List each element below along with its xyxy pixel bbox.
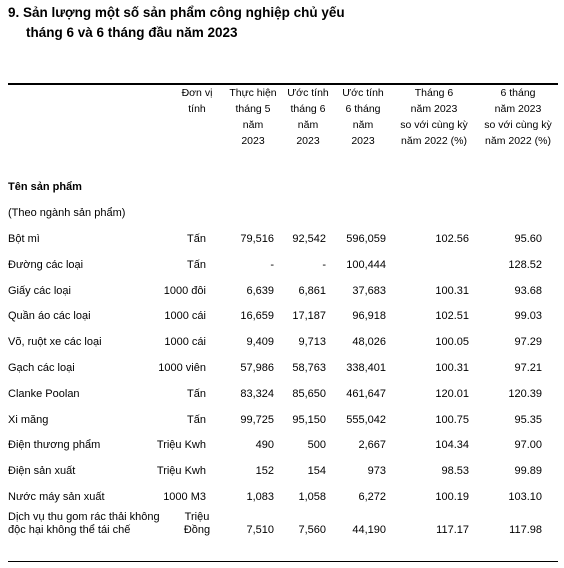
row-june-yoy: 104.34 <box>435 439 469 452</box>
row-june-yoy: 100.31 <box>435 362 469 374</box>
row-6month-estimate: 596,059 <box>346 233 386 245</box>
header-june-yoy: Tháng 6 năm 2023 so với cùng kỳ năm 2022 (%) <box>400 87 468 147</box>
row-unit: Tấn <box>187 233 206 245</box>
header-unit: Đơn vị tính <box>181 87 213 115</box>
row-june-estimate: 92,542 <box>292 233 326 245</box>
row-6month-estimate: 44,190 <box>352 524 386 536</box>
row-product-name: Bột mì <box>8 233 40 245</box>
table-bottom-rule <box>8 561 558 562</box>
row-june-yoy: 100.05 <box>435 336 469 349</box>
row-june-estimate: 7,560 <box>298 524 326 536</box>
row-may-actual: 9,409 <box>246 336 274 349</box>
row-6month-estimate: 37,683 <box>352 284 386 297</box>
row-product-name: Gạch các loại <box>8 362 75 374</box>
row-6month-yoy: 128.52 <box>508 258 542 271</box>
row-june-yoy: 100.75 <box>435 413 469 426</box>
page-subtitle: tháng 6 và 6 tháng đầu năm 2023 <box>26 25 238 40</box>
row-6month-estimate: 973 <box>367 465 386 478</box>
row-unit: 1000 đôi <box>163 284 206 297</box>
row-6month-estimate: 6,272 <box>358 491 386 503</box>
row-june-estimate: 6,861 <box>298 284 326 297</box>
row-unit: Triệu Kwh <box>156 439 206 452</box>
row-june-estimate: 85,650 <box>292 387 326 400</box>
row-unit: 1000 cái <box>164 336 206 349</box>
row-unit: Triệu Đồng <box>183 511 211 536</box>
row-unit: Tấn <box>187 387 206 400</box>
table-row <box>0 388 564 404</box>
row-unit: Tấn <box>187 258 206 271</box>
table-row <box>0 259 564 275</box>
row-june-yoy: 102.56 <box>435 233 469 245</box>
row-6month-estimate: 461,647 <box>346 387 386 400</box>
table-row <box>0 465 564 481</box>
table-row <box>0 285 564 301</box>
page-title: 9. Sản lượng một số sản phẩm công nghiệp chủ yếu <box>8 5 345 20</box>
table-row <box>0 414 564 430</box>
row-6month-estimate: 2,667 <box>358 439 386 452</box>
row-june-estimate: 17,187 <box>292 310 326 323</box>
row-6month-yoy: 93.68 <box>514 284 542 297</box>
row-unit: 1000 M3 <box>163 491 206 503</box>
row-product-name: Nước máy sản xuất <box>8 491 105 503</box>
row-6month-estimate: 96,918 <box>352 310 386 323</box>
row-may-actual: 152 <box>255 465 274 478</box>
row-6month-estimate: 555,042 <box>346 413 386 426</box>
table-row <box>0 439 564 455</box>
header-may-actual: Thực hiện tháng 5 năm 2023 <box>229 87 277 147</box>
row-6month-yoy: 120.39 <box>508 387 542 400</box>
row-product-name: Xi măng <box>8 413 49 426</box>
row-product-name: Dịch vụ thu gom rác thải không độc hại không thể tái chế <box>8 511 160 536</box>
row-product-name: Giấy các loại <box>8 284 71 297</box>
row-may-actual: 79,516 <box>240 233 274 245</box>
row-product-name: Điện sản xuất <box>8 465 76 478</box>
section-label: Tên sản phẩm <box>8 181 82 193</box>
row-unit: Triệu Kwh <box>156 465 206 478</box>
row-june-yoy: 117.17 <box>436 524 469 536</box>
row-unit: 1000 cái <box>164 310 206 323</box>
row-unit: Tấn <box>187 413 206 426</box>
row-may-actual: 99,725 <box>240 413 274 426</box>
row-june-estimate: 9,713 <box>298 336 326 349</box>
row-unit: 1000 viên <box>158 362 206 374</box>
row-6month-yoy: 99.89 <box>514 465 542 478</box>
header-6month-estimate: Ước tính 6 tháng năm 2023 <box>342 87 384 147</box>
header-june-estimate: Ước tính tháng 6 năm 2023 <box>287 87 329 147</box>
row-6month-yoy: 97.00 <box>514 439 542 452</box>
row-6month-yoy: 95.60 <box>514 233 542 245</box>
row-6month-estimate: 48,026 <box>352 336 386 349</box>
row-6month-estimate: 338,401 <box>346 362 386 374</box>
row-product-name: Quần áo các loại <box>8 310 91 323</box>
table-row <box>0 362 564 378</box>
row-june-estimate: 95,150 <box>292 413 326 426</box>
row-6month-yoy: 103.10 <box>508 491 542 503</box>
table-row <box>0 511 564 541</box>
row-june-yoy: 120.01 <box>435 387 469 400</box>
row-june-yoy: 100.31 <box>435 284 469 297</box>
row-june-estimate: 1,058 <box>298 491 326 503</box>
row-may-actual: 490 <box>255 439 274 452</box>
row-june-estimate: - <box>322 258 326 271</box>
row-product-name: Clanke Poolan <box>8 387 80 400</box>
row-6month-yoy: 97.29 <box>514 336 542 349</box>
header-6month-yoy: 6 tháng năm 2023 so với cùng kỳ năm 2022 (%) <box>484 87 552 147</box>
row-may-actual: - <box>270 258 274 271</box>
row-6month-estimate: 100,444 <box>346 258 386 271</box>
row-june-estimate: 154 <box>307 465 326 478</box>
row-may-actual: 16,659 <box>240 310 274 323</box>
table-row <box>0 336 564 352</box>
section-sub: (Theo ngành sản phẩm) <box>8 207 126 219</box>
row-6month-yoy: 117.98 <box>509 524 542 536</box>
table-row <box>0 310 564 326</box>
row-6month-yoy: 97.21 <box>514 362 542 374</box>
row-6month-yoy: 99.03 <box>514 310 542 323</box>
row-may-actual: 6,639 <box>246 284 274 297</box>
row-may-actual: 57,986 <box>240 362 274 374</box>
row-june-yoy: 98.53 <box>441 465 469 478</box>
row-june-estimate: 58,763 <box>292 362 326 374</box>
row-6month-yoy: 95.35 <box>514 413 542 426</box>
row-june-yoy: 100.19 <box>435 491 469 503</box>
table-row <box>0 491 564 507</box>
row-may-actual: 1,083 <box>246 491 274 503</box>
row-product-name: Đường các loại <box>8 258 84 271</box>
row-product-name: Võ, ruột xe các loại <box>8 336 102 349</box>
table-row <box>0 233 564 249</box>
row-june-yoy: 102.51 <box>435 310 469 323</box>
row-product-name: Điện thương phẩm <box>8 439 101 452</box>
row-june-estimate: 500 <box>307 439 326 452</box>
row-may-actual: 7,510 <box>246 524 274 536</box>
row-may-actual: 83,324 <box>240 387 274 400</box>
